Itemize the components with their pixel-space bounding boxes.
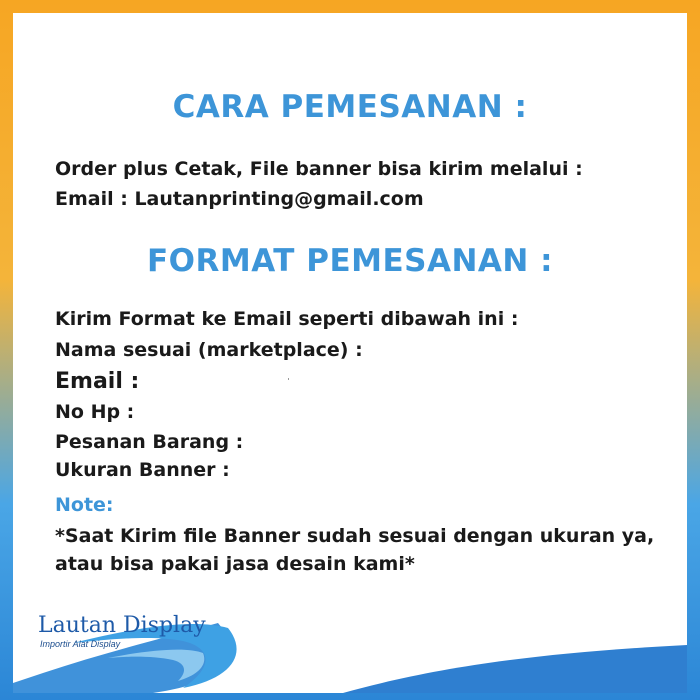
content-card: [13, 13, 687, 693]
format-pemesanan-heading: FORMAT PEMESANAN :: [146, 243, 554, 279]
logo-wordmark: Lautan Display: [38, 613, 206, 638]
note-line-1: *Saat Kirim file Banner sudah sesuai dengan ukuran ya,: [55, 525, 655, 547]
note-label: Note:: [55, 494, 114, 516]
email-contact: Email : Lautanprinting@gmail.com: [55, 188, 424, 210]
order-instruction: Order plus Cetak, File banner bisa kirim melalui :: [55, 158, 583, 180]
field-email: Email :: [55, 369, 140, 394]
speck: [288, 378, 289, 380]
format-intro: Kirim Format ke Email seperti dibawah ini :: [55, 308, 519, 330]
note-line-2: atau bisa pakai jasa desain kami*: [55, 553, 415, 575]
field-nama: Nama sesuai (marketplace) :: [55, 339, 363, 361]
field-nohp: No Hp :: [55, 401, 135, 423]
logo-tagline: Importir Alat Display: [40, 639, 121, 649]
field-pesanan: Pesanan Barang :: [55, 431, 244, 453]
field-ukuran: Ukuran Banner :: [55, 459, 230, 481]
cara-pemesanan-heading: CARA PEMESANAN :: [172, 89, 528, 125]
